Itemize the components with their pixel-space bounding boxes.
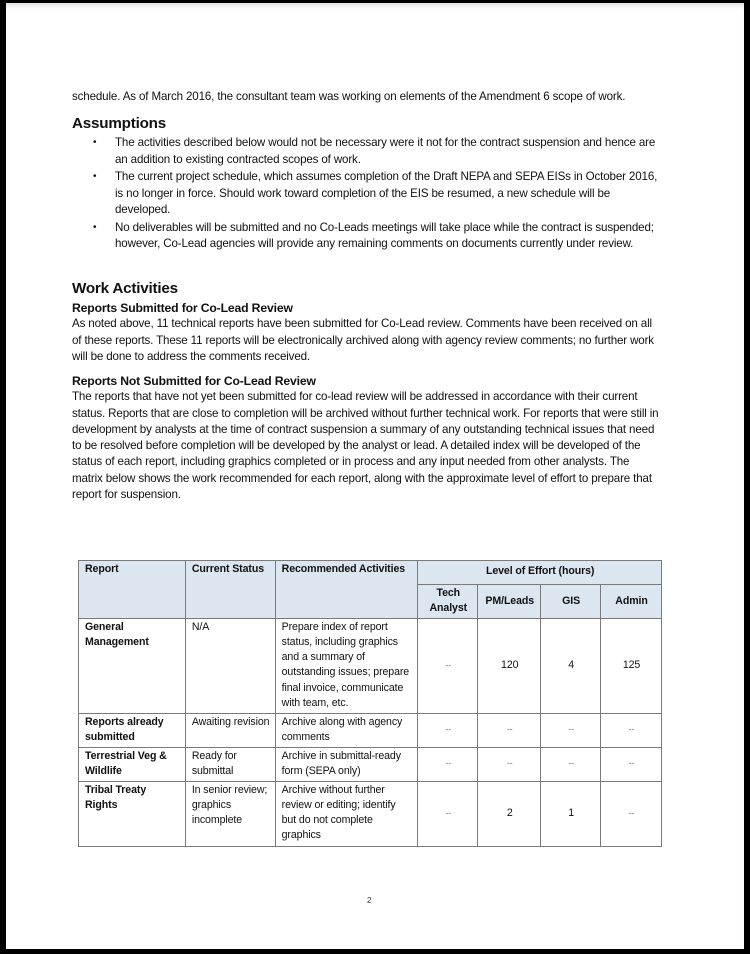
page-content	[72, 89, 662, 503]
cell-gis: 1	[541, 782, 601, 846]
cell-activities: Archive along with agency comments	[275, 713, 418, 747]
assumption-item: • The activities described below would not be necessary were it not for the contract suspension and hence are an addition to existing contracted scopes of work.	[93, 136, 656, 166]
submitted-heading: Reports Submitted for Co-Lead Review	[72, 301, 293, 316]
bullet-icon: •	[93, 137, 97, 149]
cell-tech-analyst: --	[418, 713, 478, 747]
table-row	[79, 747, 662, 781]
cell-admin: 125	[601, 619, 662, 714]
table-row	[79, 782, 662, 846]
table-row	[79, 619, 662, 714]
header-current-status: Current Status	[185, 561, 275, 619]
not-submitted-body: The reports that have not yet been submitted for co-lead review will be addressed in accordance with their current status. Reports that are close to completion will be archived without further technical work. For reports that were still in development by analysts at the time of contract suspension a summary of any outstanding technical issues that need to be resolved before completion will be developed by the analyst or lead. A detailed index will be developed of the status of each report, including graphics completed or in process and any input needed from other analysts. The matrix below shows the work recommended for each report, along with the approximate level of effort to prepare that report for suspension.	[72, 390, 659, 502]
header-recommended-activities: Recommended Activities	[275, 561, 418, 619]
cell-gis: --	[541, 747, 601, 781]
cell-activities: Archive without further review or editing; identify but do not complete graphics	[275, 782, 418, 846]
cell-activities: Archive in submittal-ready form (SEPA only)	[275, 747, 418, 781]
not-submitted-heading: Reports Not Submitted for Co-Lead Review	[72, 374, 316, 389]
cell-admin: --	[601, 747, 662, 781]
assumptions-heading: Assumptions	[72, 115, 166, 133]
document-page	[6, 3, 744, 949]
header-admin: Admin	[601, 585, 662, 619]
header-level-of-effort: Level of Effort (hours)	[418, 561, 662, 585]
cell-status: N/A	[185, 619, 275, 714]
level-of-effort-table	[78, 560, 662, 847]
page-number: 2	[367, 896, 372, 905]
cell-tech-analyst: --	[418, 782, 478, 846]
cell-report: Tribal Treaty Rights	[79, 782, 186, 846]
header-report: Report	[79, 561, 186, 619]
cell-activities: Prepare index of report status, including graphics and a summary of outstanding issues; prepare final invoice, communicate with team, etc.	[275, 619, 418, 714]
cell-admin: --	[601, 713, 662, 747]
cell-tech-analyst: --	[418, 747, 478, 781]
submitted-body: As noted above, 11 technical reports have been submitted for Co-Lead review. Comments have been received on all of these reports. These 11 reports will be electronically archived along with agency review comments; no further work will be done to address the comments received.	[72, 317, 654, 363]
cell-pm-leads: 120	[478, 619, 541, 714]
cell-gis: --	[541, 713, 601, 747]
cell-status: Ready for submittal	[185, 747, 275, 781]
cell-pm-leads: 2	[478, 782, 541, 846]
bullet-icon: •	[93, 171, 97, 183]
header-gis: GIS	[541, 585, 601, 619]
cell-gis: 4	[541, 619, 601, 714]
work-activities-heading: Work Activities	[72, 280, 178, 298]
cell-report: General Management	[79, 619, 186, 714]
cell-pm-leads: --	[478, 713, 541, 747]
assumptions-list	[72, 135, 662, 252]
assumption-item: • No deliverables will be submitted and no Co-Leads meetings will take place while the contract is suspended; however, Co-Lead agencies will provide any remaining comments on documents currently under review.	[93, 220, 654, 251]
cell-pm-leads: --	[478, 747, 541, 781]
cell-report: Reports already submitted	[79, 713, 186, 747]
cell-tech-analyst: --	[418, 619, 478, 714]
cell-report: Terrestrial Veg & Wildlife	[79, 747, 186, 781]
table-row	[79, 713, 662, 747]
cell-status: In senior review; graphics incomplete	[185, 782, 275, 846]
bullet-icon: •	[93, 221, 97, 233]
header-tech-analyst: Tech Analyst	[418, 585, 478, 619]
assumption-item: • The current project schedule, which assumes completion of the Draft NEPA and SEPA EISs in October 2016, is no longer in force. Should work toward completion of the EIS be resumed, a new schedule will be developed.	[93, 170, 658, 216]
intro-continuation: schedule. As of March 2016, the consultant team was working on elements of the Amendment 6 scope of work.	[72, 90, 626, 103]
cell-status: Awaiting revision	[185, 713, 275, 747]
header-pm-leads: PM/Leads	[478, 585, 541, 619]
cell-admin: --	[601, 782, 662, 846]
